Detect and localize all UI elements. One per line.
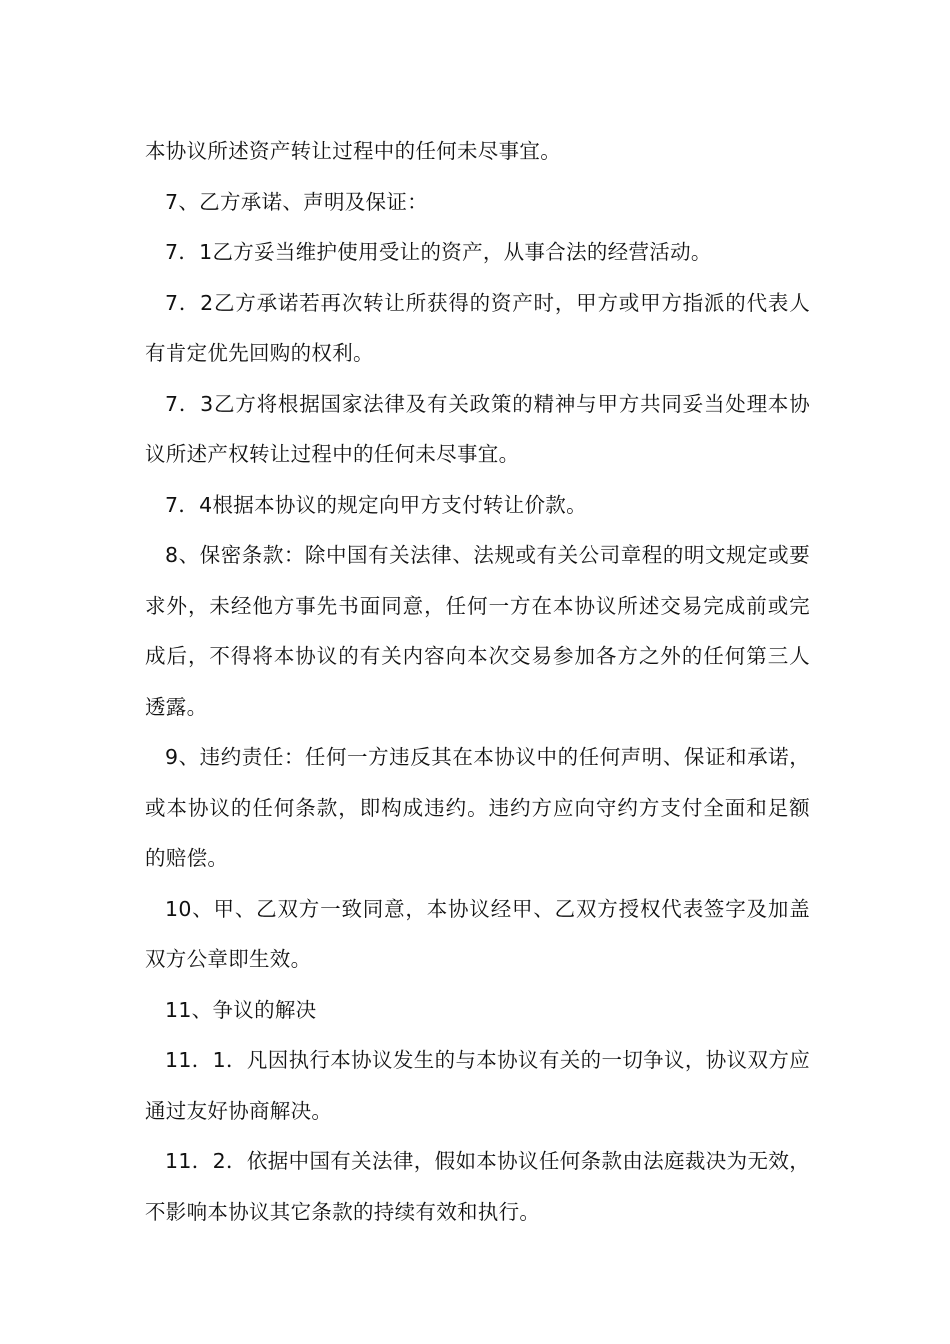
paragraph-clause-7-4: 7．4根据本协议的规定向甲方支付转让价款。 bbox=[165, 492, 587, 517]
paragraph-clause-8: 8、保密条款：除中国有关法律、法规或有关公司章程的明文规定或要求外，未经他方事先书面同意，任何一方在本协议所述交易完成前或完成后，不得将本协议的有关内容向本次交易参加各方之外的任何第三人透露。 bbox=[145, 543, 810, 719]
paragraph-clause-7-1: 7．1乙方妥当维护使用受让的资产，从事合法的经营活动。 bbox=[165, 240, 712, 264]
paragraph-clause-11-2: 11．2．依据中国有关法律，假如本协议任何条款由法庭裁决为无效，不影响本协议其它条款的持续有效和执行。 bbox=[145, 1149, 810, 1224]
paragraph-clause-11: 11、争议的解决 bbox=[165, 997, 317, 1022]
paragraph-continuation: 本协议所述资产转让过程中的任何未尽事宜。 bbox=[145, 139, 561, 163]
paragraph-clause-10: 10、甲、乙双方一致同意，本协议经甲、乙双方授权代表签字及加盖双方公章即生效。 bbox=[145, 896, 810, 971]
paragraph-clause-7-3: 7．3乙方将根据国家法律及有关政策的精神与甲方共同妥当处理本协议所述产权转让过程中的任何未尽事宜。 bbox=[145, 391, 810, 466]
paragraph-clause-7-2: 7．2乙方承诺若再次转让所获得的资产时，甲方或甲方指派的代表人有肯定优先回购的权利。 bbox=[145, 290, 810, 365]
paragraph-clause-7: 7、乙方承诺、声明及保证： bbox=[165, 189, 428, 214]
document-body bbox=[145, 126, 810, 1237]
paragraph-clause-11-1: 11．1．凡因执行本协议发生的与本协议有关的一切争议，协议双方应通过友好协商解决。 bbox=[145, 1048, 810, 1123]
paragraph-clause-9: 9、违约责任：任何一方违反其在本协议中的任何声明、保证和承诺，或本协议的任何条款，即构成违约。违约方应向守约方支付全面和足额的赔偿。 bbox=[145, 745, 810, 870]
